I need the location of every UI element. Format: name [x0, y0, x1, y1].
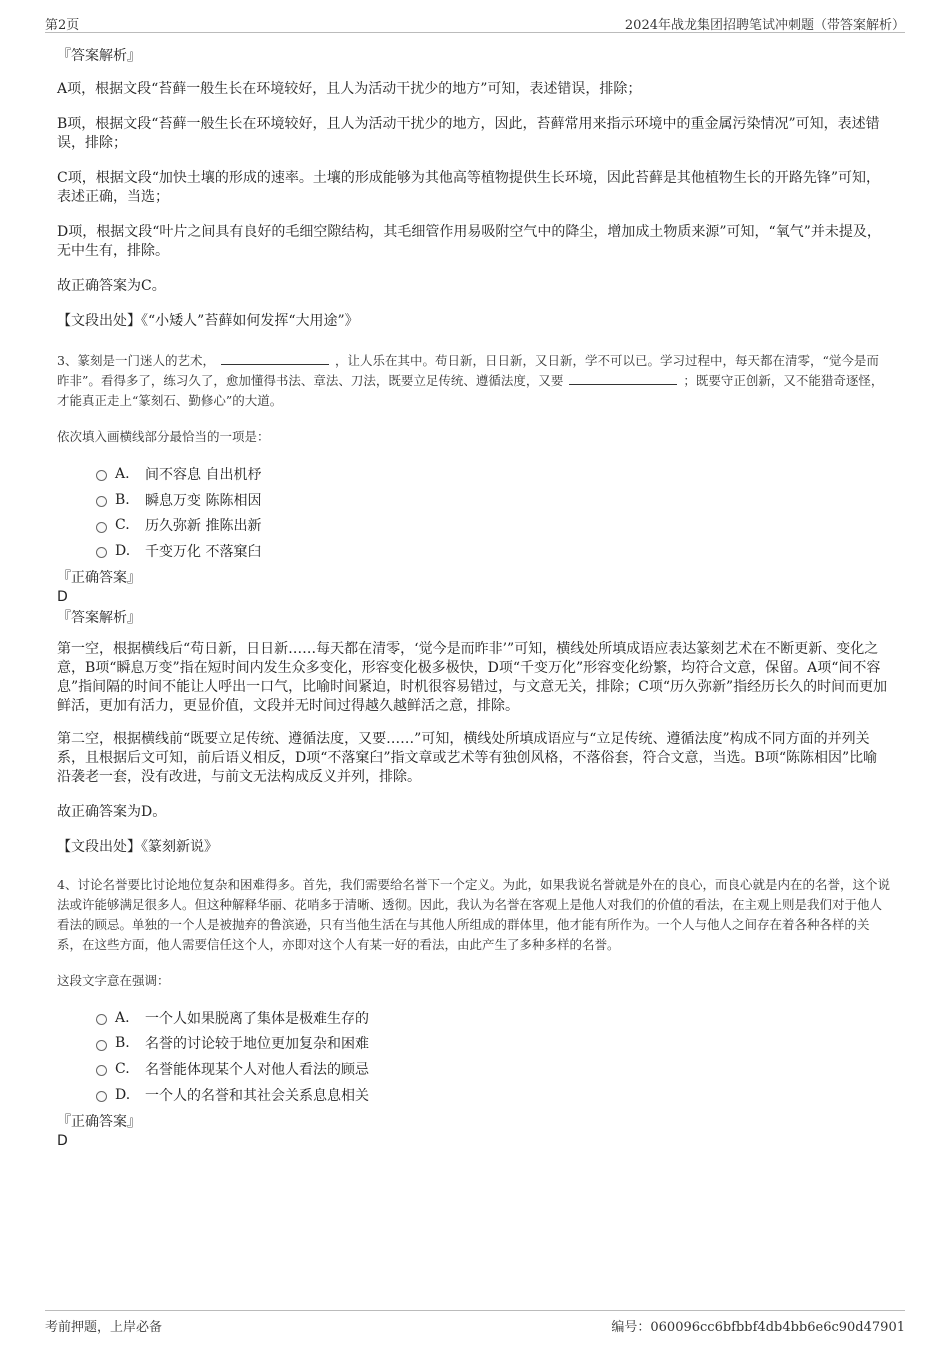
option-b[interactable]	[96, 487, 890, 513]
page-content	[57, 46, 890, 1150]
source-citation: 【文段出处】《篆刻新说》	[57, 838, 218, 855]
correct-answer-label: 『正确答案』	[57, 1113, 141, 1130]
analysis-label: 『答案解析』	[57, 48, 141, 64]
option-letter: A.	[115, 1009, 130, 1026]
option-c[interactable]	[96, 512, 890, 538]
option-text: 千变万化 不落窠臼	[145, 543, 262, 560]
stem-part-3: ；既要守正创新，又不能猎奇逐怪，才能真正走上“篆刻石、勤修心”的大道。	[57, 373, 884, 408]
question-3-options	[57, 461, 890, 564]
stem-part-1: 3、篆刻是一门迷人的艺术，	[57, 353, 215, 368]
option-letter: C.	[115, 1060, 130, 1077]
option-text: 间不容息 自出机杼	[145, 466, 262, 483]
option-d[interactable]	[96, 1082, 890, 1108]
correct-answer-label: 『正确答案』	[57, 569, 141, 586]
option-letter: D.	[115, 542, 131, 559]
radio-icon[interactable]	[96, 1065, 107, 1076]
radio-icon[interactable]	[96, 470, 107, 481]
fill-blank-1	[221, 352, 329, 365]
option-letter: B.	[115, 1035, 130, 1052]
answer-conclusion: 故正确答案为C。	[57, 278, 166, 294]
option-text: 一个人如果脱离了集体是极难生存的	[145, 1010, 369, 1027]
option-letter: A.	[115, 465, 130, 482]
option-text: 瞬息万变 陈陈相因	[145, 492, 262, 509]
document-serial: 编号：060096cc6bfbbf4db4bb6e6c90d47901	[611, 1320, 905, 1335]
radio-icon[interactable]	[96, 547, 107, 558]
option-letter: B.	[115, 491, 130, 508]
radio-icon[interactable]	[96, 1014, 107, 1025]
question-4-stem: 4、讨论名誉要比讨论地位复杂和困难得多。首先，我们需要给名誉下一个定义。为此，如果我说名誉就是外在的良心，而良心就是内在的名誉，这个说法或许能够满足很多人。但这种解释华丽、花哨多于清晰、透彻。因此，我认为名誉在客观上是他人对我们的价值的看法，在主观上则是我们对于他人看法的顾忌。单独的一个人是被抛弃的鲁滨逊，只有当他生活在与其他人所组成的群体里，他才能有所作为。一个人与他人之间存在着各种各样的关系，在这些方面，他人需要信任这个人，亦即对这个人有某一好的看法，由此产生了多种多样的名誉。	[57, 876, 890, 952]
radio-icon[interactable]	[96, 1091, 107, 1102]
radio-icon[interactable]	[96, 1040, 107, 1051]
analysis-paragraph-2: 第二空，根据横线前“既要立足传统、遵循法度，又要……”可知，横线处所填成语应与“立足传统、遵循法度”构成不同方面的并列关系，且根据后文可知，前后语义相反，D项“不落窠臼”指文章或艺术等有独创风格，不落俗套，符合文意，当选。B项“陈陈相因”比喻沿袭老一套，没有改进，与前文无法构成反义并列，排除。	[57, 730, 878, 785]
option-text: 名誉能体现某个人对他人看法的顾忌	[145, 1061, 369, 1078]
analysis-paragraph-d: D项，根据文段“叶片之间具有良好的毛细空隙结构，其毛细管作用易吸附空气中的降尘，增加成土物质来源”可知，“氧气”并未提及，无中生有，排除。	[57, 224, 881, 259]
fill-blank-2	[569, 372, 677, 385]
question-3-stem	[57, 351, 890, 411]
option-text: 一个人的名誉和其社会关系息息相关	[145, 1087, 369, 1104]
correct-answer: D	[57, 588, 68, 605]
analysis-paragraph-a: A项，根据文段“苔藓一般生长在环境较好，且人为活动干扰少的地方”可知，表述错误，排除；	[57, 81, 642, 97]
option-a[interactable]	[96, 1005, 890, 1031]
analysis-paragraph-1: 第一空，根据横线后“苟日新，日日新……每天都在清零，‘觉今是而昨非’”可知，横线处所填成语应表达篆刻艺术在不断更新、变化之意，B项“瞬息万变”指在短时间内发生众多变化，形容变化极多极快，D项“千变万化”形容变化纷繁，均符合文意，保留。A项“间不容息”指间隔的时间不能让人呼出一口气，比喻时间紧迫，时机很容易错过，与文意无关，排除；C项“历久弥新”指经历长久的时间而更加鲜活，更加有活力，更显价值，文段并无时间过得越久越鲜活之意，排除。	[57, 640, 888, 714]
option-letter: C.	[115, 517, 130, 534]
source-citation: 【文段出处】《“小矮人”苔藓如何发挥“大用途”》	[57, 313, 359, 329]
option-text: 名誉的讨论较于地位更加复杂和困难	[145, 1036, 369, 1053]
option-d[interactable]	[96, 538, 890, 564]
correct-answer: D	[57, 1132, 68, 1149]
option-c[interactable]	[96, 1056, 890, 1082]
question-4-prompt: 这段文字意在强调：	[57, 972, 170, 988]
question-3	[57, 351, 890, 857]
analysis-paragraph-c: C项，根据文段“加快土壤的形成的速率。土壤的形成能够为其他高等植物提供生长环境，因此苔藓是其他植物生长的开路先锋”可知，表述正确，当选；	[57, 170, 881, 205]
question-3-prompt: 依次填入画横线部分最恰当的一项是：	[57, 429, 270, 444]
option-letter: D.	[115, 1086, 131, 1103]
stem-part-2: ，让人乐在其中。苟日新，日日新，又日新，学不可以已。学习过程中，每天都在清零，“觉今是而昨非”。看得多了，练习久了，愈加懂得书法、章法、刀法，既要立足传统、遵循法度，又要	[57, 353, 879, 388]
footer-slogan: 考前押题，上岸必备	[45, 1320, 163, 1335]
answer-conclusion: 故正确答案为D。	[57, 803, 167, 820]
analysis-paragraph-b: B项，根据文段“苔藓一般生长在环境较好，且人为活动干扰少的地方，因此，苔藓常用来指示环境中的重金属污染情况”可知，表述错误，排除；	[57, 116, 880, 151]
option-a[interactable]	[96, 461, 890, 487]
option-text: 历久弥新 推陈出新	[145, 518, 262, 535]
radio-icon[interactable]	[96, 522, 107, 533]
page-number: 第2页	[45, 18, 80, 33]
page-header	[45, 12, 905, 33]
question-4-options	[57, 1005, 890, 1108]
option-b[interactable]	[96, 1030, 890, 1056]
question-4	[57, 875, 890, 1150]
page-footer	[45, 1310, 905, 1335]
radio-icon[interactable]	[96, 496, 107, 507]
analysis-label: 『答案解析』	[57, 609, 141, 626]
document-title: 2024年战龙集团招聘笔试冲刺题（带答案解析）	[624, 18, 905, 33]
